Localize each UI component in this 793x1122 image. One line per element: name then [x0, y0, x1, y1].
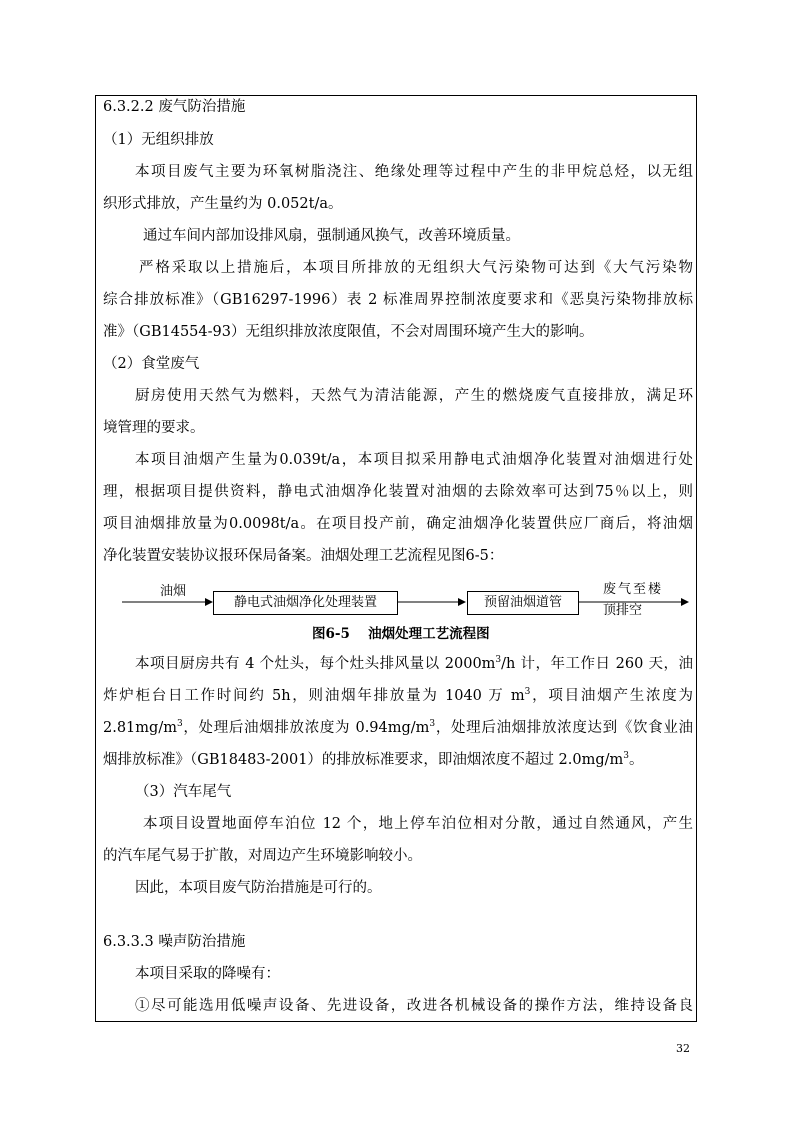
paragraph-line: 综合排放标准》（GB16297-1996）表 2 标准周界控制浓度要求和《恶臭污染物排放标: [103, 292, 693, 308]
flow-box-reserved-duct: 预留油烟道管: [467, 591, 579, 615]
paragraph-line: 本项目油烟产生量为0.039t/a，本项目拟采用静电式油烟净化装置对油烟进行处: [135, 452, 693, 468]
section-heading-6-3-3-3: 6.3.3.3 噪声防治措施: [103, 934, 246, 950]
figure-caption: 图6-5 油烟处理工艺流程图: [312, 626, 490, 642]
paragraph-line: 本项目采取的降噪有：: [135, 966, 280, 982]
paragraph-line: 因此，本项目废气防治措施是可行的。: [135, 880, 382, 896]
paragraph-line: 织形式排放，产生量约为 0.052t/a。: [103, 196, 343, 212]
paragraph-line: 项目油烟排放量为0.0098t/a。在项目投产前，确定油烟净化装置供应厂商后，将油烟: [103, 516, 693, 532]
flow-output-label-1: 废气至楼: [603, 582, 664, 597]
paragraph-line: 本项目设置地面停车泊位 12 个，地上停车泊位相对分散，通过自然通风，产生: [143, 816, 693, 832]
paragraph-line: 的汽车尾气易于扩散，对周边产生环境影响较小。: [103, 848, 422, 864]
page-number: 32: [676, 1042, 690, 1055]
paragraph-line: 净化装置安装协议报环保局备案。油烟处理工艺流程见图6-5：: [103, 548, 504, 564]
subheading-canteen-exhaust: （2）食堂废气: [103, 356, 200, 372]
flow-input-label: 油烟: [160, 584, 187, 599]
paragraph-line: 理，根据项目提供资料，静电式油烟净化装置对油烟的去除效率可达到75％以上，则: [103, 484, 693, 500]
paragraph-line: 本项目废气主要为环氧树脂浇注、绝缘处理等过程中产生的非甲烷总烃，以无组: [135, 164, 693, 180]
flow-box-electrostatic-purifier: 静电式油烟净化处理装置: [213, 591, 398, 615]
subheading-unorganized-emission: （1）无组织排放: [103, 132, 214, 148]
flow-output-label-2: 顶排空: [603, 603, 643, 618]
paragraph-line: 境管理的要求。: [103, 420, 205, 436]
subheading-vehicle-exhaust: （3）汽车尾气: [135, 784, 232, 800]
paragraph-line: 准》（GB14554-93）无组织排放浓度限值，不会对周围环境产生大的影响。: [103, 324, 594, 340]
section-heading-6-3-2-2: 6.3.2.2 废气防治措施: [103, 99, 246, 115]
paragraph-line: 通过车间内部加设排风扇，强制通风换气，改善环境质量。: [143, 228, 520, 244]
paragraph-line: 严格采取以上措施后，本项目所排放的无组织大气污染物可达到《大气污染物: [139, 260, 693, 276]
paragraph-line: 炸炉柜台日工作时间约 5h，则油烟年排放量为 1040 万 $m^3$，项目油烟产生浓度为: [103, 687, 693, 704]
paragraph-line: 本项目厨房共有 4 个灶头，每个灶头排风量以 $2000m^3/h$ 计，年工作日 260 天，油: [135, 655, 693, 672]
paragraph-line: 烟排放标准》（GB18483-2001）的排放标准要求，即油烟浓度不超过 $2.0mg/m^3$。: [103, 751, 644, 768]
paragraph-line: 厨房使用天然气为燃料，天然气为清洁能源，产生的燃烧废气直接排放，满足环: [135, 388, 693, 404]
paragraph-line: $2.81mg/m^3$，处理后油烟排放浓度为 $0.94mg/m^3$，处理后油烟排放浓度达到《饮食业油: [103, 719, 693, 736]
paragraph-line: ①尽可能选用低噪声设备、先进设备，改进各机械设备的操作方法，维持设备良: [135, 998, 693, 1014]
